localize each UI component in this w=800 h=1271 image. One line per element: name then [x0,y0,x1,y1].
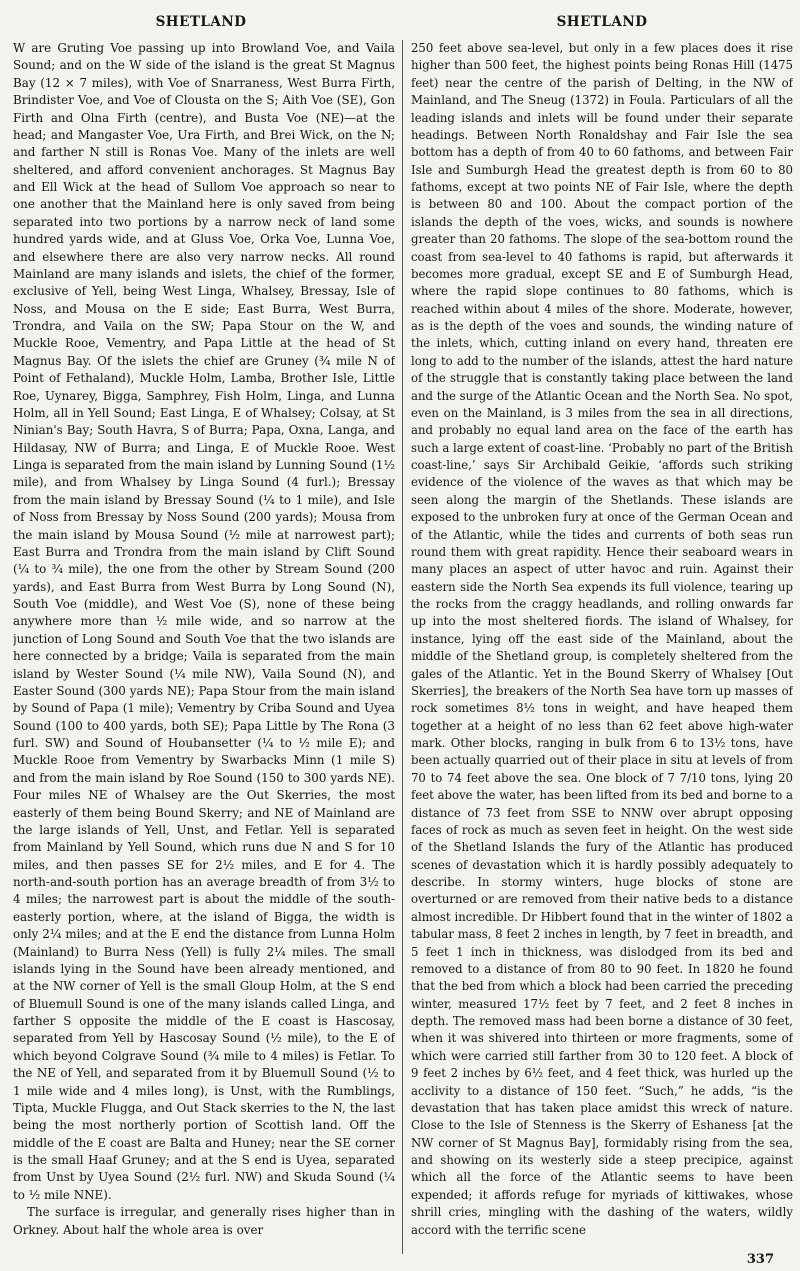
paragraph: W are Gruting Voe passing up into Browland Voe, and Vaila Sound; and on the W side of the island is the great St Magnus Bay (12 × 7 miles), with Voe of Snarraness, West Burra Firth, Brindister Voe, and Voe of Clousta on the S; Aith Voe (SE), Gon Firth and Olna Firth (centre), and Busta Voe (NE)—at the head; and Mangaster Voe, Ura Firth, and Brei Wick, on the N; and farther N still is Ronas Voe. Many of the inlets are well sheltered, and afford convenient anchorages. St Magnus Bay and Ell Wick at the head of Sullom Voe approach so near to one another that the Mainland here is only saved from being separated into two portions by a narrow neck of land some hundred yards wide, and at Gluss Voe, Orka Voe, Lunna Voe, and elsewhere there are also very narrow necks. All round Mainland are many islands and islets, the chief of the former, exclusive of Yell, being West Linga, Whalsey, Bressay, Isle of Noss, and Mousa on the E side; East Burra, West Burra, Trondra, and Vaila on the SW; Papa Stour on the W, and Muckle Rooe, Vementry, and Papa Little at the head of St Magnus Bay. Of the islets the chief are Gruney (¾ mile N of Point of Fethaland), Muckle Holm, Lamba, Brother Isle, Little Roe, Uynarey, Bigga, Samphrey, Fish Holm, Linga, and Lunna Holm, all in Yell Sound; East Linga, E of Whalsey; Colsay, at St Ninian's Bay; South Havra, S of Burra; Papa, Oxna, Langa, and Hildasay, NW of Burra; and Linga, E of Muckle Rooe. West Linga is separated from the main island by Lunning Sound (1½ mile), and from Whalsey by Linga Sound (4 furl.); Bressay from the main island by Bressay Sound (¼ to 1 mile), and Isle of Noss from Bressay by Noss Sound (200 yards); Mousa from the main island by Mousa Sound (½ mile at narrowest part); East Burra and Trondra from the main island by Clift Sound (¼ to ¾ mile), the one from the other by Stream Sound (200 yards), and East Burra from West Burra by Long Sound (N), South Voe (middle), and West Voe (S), none of these being anywhere more than ½ mile wide, and so narrow at the junction of Long Sound and South Voe that the two islands are here connected by a bridge; Vaila is separated from the main island by Wester Sound (¼ mile NW), Vaila Sound (N), and Easter Sound (300 yards NE); Papa Stour from the main island by Sound of Papa (1 mile); Vementry by Criba Sound and Uyea Sound (100 to 400 yards, both SE); Papa Little by The Rona (3 furl. SW) and Sound of Houbansetter (¼ to ½ mile E); and Muckle Rooe from Vementry by Swarbacks Minn (1 mile S) and from the main island by Roe Sound (150 to 300 yards NE). Four miles NE of Whalsey are the Out Skerries, the most easterly of them being Bound Skerry; and NE of Mainland are the large islands of Yell, Unst, and Fetlar. Yell is separated from Mainland by Yell Sound, which runs due N and S for 10 miles, and then passes SE for 2½ miles, and E for 4. The north-and-south portion has an average breadth of from 3½ to 4 miles; the narrowest part is about the middle of the south-easterly portion, where, at the island of Bigga, the width is only 2¼ miles; and at the E end the distance from Lunna Holm (Mainland) to Burra Ness (Yell) is fully 2¼ miles. The small islands lying in the Sound have been already mentioned, and at the NW corner of Yell is the small Gloup Holm, at the S end of Bluemull Sound is one of the many islands called Linga, and farther S opposite the middle of the E coast is Hascosay, separated from Yell by Hascosay Sound (½ mile), to the E of which beyond Colgrave Sound (¾ mile to 4 miles) is Fetlar. To the NE of Yell, and separated from it by Bluemull Sound (½ to 1 mile wide and 4 miles long), is Unst, with the Rumblings, Tipta, Muckle Flugga, and Out Stack skerries to the N, the last being the most northerly portion of Scottish land. Off the middle of the E coast are Balta and Huney; near the SE corner is the small Haaf Gruney; and at the S end is Uyea, separated from Unst by Uyea Sound (2½ furl. NW) and Skuda Sound (¼ to ½ mile NNE). [13,41,395,1202]
paragraph: 250 feet above sea-level, but only in a few places does it rise higher than 500 feet, the highest points being Ronas Hill (1475 feet) near the centre of the parish of Delting, in the NW of Mainland, and The Sneug (1372) in Foula. Particulars of all the leading islands and inlets will be found under their separate headings. Between North Ronaldshay and Fair Isle the sea bottom has a depth of from 40 to 60 fathoms, and between Fair Isle and Sumburgh Head the greatest depth is from 60 to 80 fathoms, except at two points NE of Fair Isle, where the depth is between 80 and 100. About the compact portion of the islands the depth of the voes, wicks, and sounds is nowhere greater than 20 fathoms. The slope of the sea-bottom round the coast from sea-level to 40 fathoms is rapid, but afterwards it becomes more gradual, except SE and E of Sumburgh Head, where the rapid slope continues to 80 fathoms, which is reached within about 4 miles of the shore. Moderate, however, as is the depth of the voes and sounds, the winding nature of the inlets, which, cutting inland on every hand, threaten ere long to add to the number of the islands, attest the hard nature of the struggle that is constantly taking place between the land and the surge of the Atlantic Ocean and the North Sea. No spot, even on the Mainland, is 3 miles from the sea in all directions, and probably no equal land area on the face of the earth has such a large extent of coast-line. ‘Probably no part of the British coast-line,’ says Sir Archibald Geikie, ‘affords such striking evidence of the violence of the waves as that which may be seen along the margin of the Shetlands. These islands are exposed to the unbroken fury at once of the German Ocean and of the Atlantic, while the tides and currents of both seas run round them with great rapidity. Hence their seaboard wears in many places an aspect of utter havoc and ruin. Against their eastern side the North Sea expends its full violence, tearing up the rocks from the craggy headlands, and rolling onwards far up into the most sheltered fiords. The island of Whalsey, for instance, lying off the east side of the Mainland, about the middle of the Shetland group, is completely sheltered from the gales of the Atlantic. Yet in the Bound Skerry of Whalsey [Out Skerries], the breakers of the North Sea have torn up masses of rock sometimes 8½ tons in weight, and have heaped them together at a height of no less than 62 feet above high-water mark. Other blocks, ranging in bulk from 6 to 13½ tons, have been actually quarried out of their place in situ at levels of from 70 to 74 feet above the sea. One block of 7 7/10 tons, lying 20 feet above the water, has been lifted from its bed and borne to a distance of 73 feet from SSE to NNW over abrupt opposing faces of rock as much as seven feet in height. On the west side of the Shetland Islands the fury of the Atlantic has produced scenes of devastation which it is hardly possibly adequately to describe. In stormy winters, huge blocks of stone are overturned or are removed from their native beds to a distance almost incredible. Dr Hibbert found that in the winter of 1802 a tabular mass, 8 feet 2 inches in length, by 7 feet in breadth, and 5 feet 1 inch in thickness, was dislodged from its bed and removed to a distance of from 80 to 90 feet. In 1820 he found that the bed from which a block had been carried the preceding winter, measured 17½ feet by 7 feet, and 2 feet 8 inches in depth. The removed mass had been borne a distance of 30 feet, when it was shivered into thirteen or more fragments, some of which were carried still farther from 30 to 120 feet. A block of 9 feet 2 inches by 6½ feet, and 4 feet thick, was hurled up the acclivity to a distance of 150 feet. “Such,” he adds, “is the devastation that has taken place amidst this wreck of nature. Close to the Isle of Stenness is the Skerry of Eshaness [at the NW corner of St Magnus Bay], formidably rising from the sea, and showing on its westerly side a steep precipice, against which all the force of the Atlantic seems to have been expended; it affords refuge for myriads of kittiwakes, whose shrill cries, mingling with the dashing of the waters, wildly accord with the terrific scene [411,41,793,1237]
text-column-left [13,40,395,1250]
running-head-left: SHETLAND [155,14,247,30]
paragraph: The surface is irregular, and generally rises higher than in Orkney. About half the whole area is over [13,1205,395,1237]
text-column-right [411,40,793,1250]
column-divider [402,40,403,1254]
running-head-right: SHETLAND [556,14,648,30]
page-number: 337 [746,1252,774,1267]
